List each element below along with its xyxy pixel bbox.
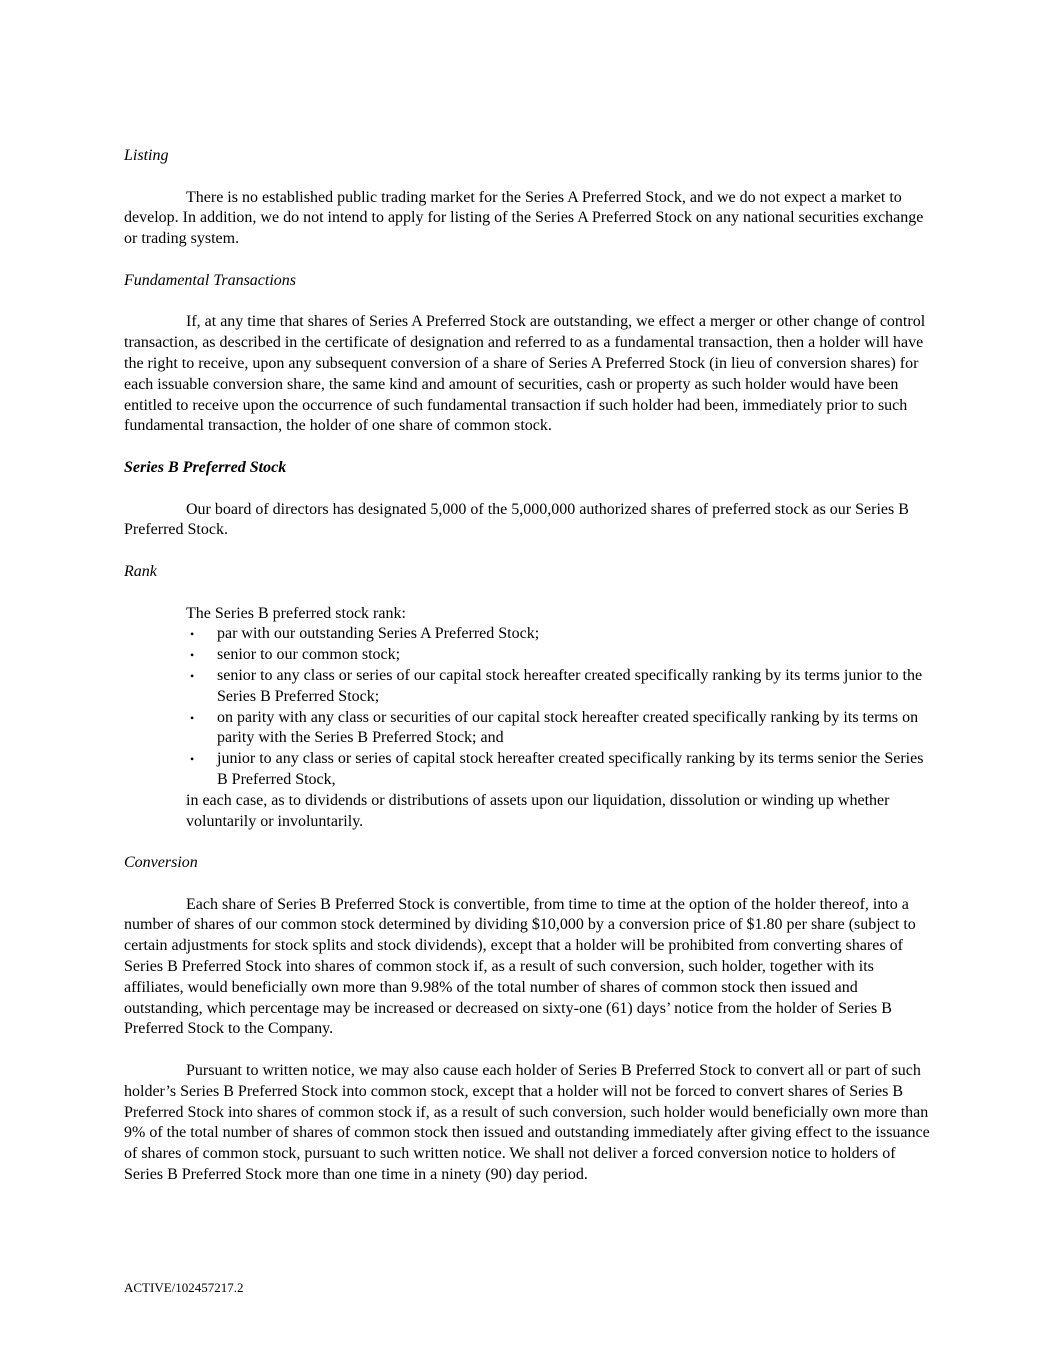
bullet-icon: • — [190, 648, 195, 663]
list-item — [190, 749, 934, 791]
list-item — [190, 645, 934, 666]
list-item-text: on parity with any class or securities of our capital stock hereafter created specifically ranking by its terms on parity with the Series B Preferred Stock; and — [217, 708, 919, 747]
rank-heading: Rank — [124, 562, 157, 580]
bullet-icon: • — [190, 627, 195, 642]
bullet-icon: • — [190, 668, 195, 683]
conversion-heading: Conversion — [124, 854, 198, 872]
list-item — [190, 624, 934, 645]
listing-paragraph: There is no established public trading market for the Series A Preferred Stock, and we do not expect a market to develop. In addition, we do not intend to apply for listing of the Series A Preferred Stock on any national securities exchange or trading system. — [124, 188, 924, 248]
document-footer-id: ACTIVE/102457217.2 — [124, 1280, 244, 1295]
conversion-paragraph-1: Each share of Series B Preferred Stock is convertible, from time to time at the option of the holder thereof, into a number of shares of our common stock determined by dividing $10,000 by a conversion price of $1.80 per share (subject to certain adjustments for stock splits and stock dividends), except that a holder will be prohibited from converting shares of Series B Preferred Stock into shares of common stock if, as a result of such conversion, such holder, together with its affiliates, would beneficially own more than 9.98% of the total number of shares of common stock then issued and outstanding, which percentage may be increased or decreased on sixty-one (61) days’ notice from the holder of Series B Preferred Stock to the Company. — [124, 895, 916, 1038]
fundamental-transactions-heading: Fundamental Transactions — [124, 271, 297, 289]
list-item-text: junior to any class or series of capital stock hereafter created specifically ranking by its terms senior the Series B Preferred Stock, — [217, 750, 924, 788]
bullet-icon: • — [190, 752, 195, 767]
listing-heading: Listing — [124, 147, 169, 164]
list-item — [190, 708, 934, 750]
bullet-icon: • — [190, 710, 195, 725]
list-item-text: senior to our common stock; — [217, 646, 401, 664]
list-item-text: par with our outstanding Series A Preferred Stock; — [217, 625, 540, 643]
list-item — [190, 666, 934, 708]
conversion-paragraph-2: Pursuant to written notice, we may also cause each holder of Series B Preferred Stock to convert all or part of such holder’s Series B Preferred Stock into common stock, except that a holder will not be forced to convert shares of Series B Preferred Stock into shares of common stock if, as a result of such conversion, such holder would beneficially own more than 9% of the total number of shares of common stock then issued and outstanding immediately after giving effect to the issuance of shares of common stock, pursuant to such written notice. We shall not deliver a forced conversion notice to holders of Series B Preferred Stock more than one time in a ninety (90) day period. — [124, 1062, 930, 1184]
list-item-text: senior to any class or series of our capital stock hereafter created specifically ranking by its terms junior to the Series B Preferred Stock; — [217, 666, 923, 705]
rank-list — [124, 624, 934, 790]
rank-intro: The Series B preferred stock rank: — [186, 604, 406, 622]
fundamental-transactions-paragraph: If, at any time that shares of Series A Preferred Stock are outstanding, we effect a merger or other change of control transaction, as described in the certificate of designation and referred to as a fundamental transaction, then a holder will have the right to receive, upon any subsequent conversion of a share of Series A Preferred Stock (in lieu of conversion shares) for each issuable conversion share, the same kind and amount of securities, cash or property as such holder would have been entitled to receive upon the occurrence of such fundamental transaction if such holder had been, immediately prior to such fundamental transaction, the holder of one share of common stock. — [124, 313, 926, 435]
series-b-paragraph: Our board of directors has designated 5,000 of the 5,000,000 authorized shares of preferred stock as our Series B Preferred Stock. — [124, 500, 909, 539]
rank-closing: in each case, as to dividends or distributions of assets upon our liquidation, dissolution or winding up whether voluntarily or involuntarily. — [186, 791, 890, 830]
document-body — [124, 146, 934, 1186]
series-b-heading: Series B Preferred Stock — [124, 458, 287, 476]
